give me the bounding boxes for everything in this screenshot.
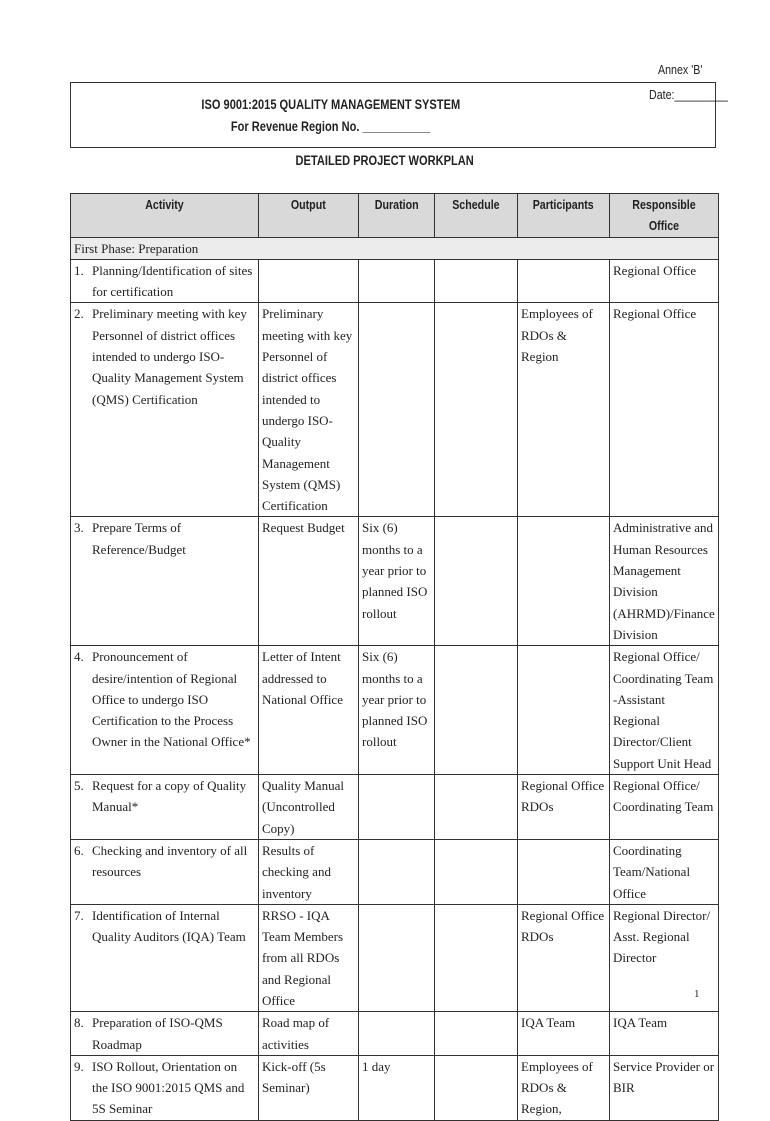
row-number: 6. — [74, 842, 84, 858]
participants-cell — [518, 839, 610, 904]
activity-text: Prepare Terms of Reference/Budget — [92, 520, 186, 557]
responsible-office-cell: Regional Office — [610, 303, 719, 517]
output-cell: Letter of Intent addressed to National Office — [259, 646, 359, 775]
row-number: 2. — [74, 306, 84, 322]
activity-cell — [71, 904, 259, 1011]
table-header-row — [71, 194, 719, 238]
responsible-office-cell: Coordinating Team/National Office — [610, 839, 719, 904]
participants-cell: IQA Team — [518, 1012, 610, 1056]
activity-text: Pronouncement of desire/intention of Regional Office to undergo ISO Certification to the Process Owner in the National Office* — [92, 649, 251, 750]
activity-cell — [71, 259, 259, 303]
responsible-office-cell: Regional Office/ Coordinating Team -Assistant Regional Director/Client Support Unit Head — [610, 646, 719, 775]
output-cell: Kick-off (5s Seminar) — [259, 1055, 359, 1120]
header-schedule: Schedule — [435, 194, 518, 238]
participants-cell — [518, 517, 610, 646]
header-output: Output — [259, 194, 359, 238]
activity-cell — [71, 646, 259, 775]
phase-row — [71, 237, 719, 259]
responsible-office-cell: Regional Office — [610, 259, 719, 303]
duration-cell: 1 day — [359, 1055, 435, 1120]
activity-cell — [71, 517, 259, 646]
participants-cell: Employees of RDOs & Region — [518, 303, 610, 517]
duration-cell: Six (6) months to a year prior to planned ISO rollout — [359, 517, 435, 646]
duration-cell — [359, 839, 435, 904]
document-title: ISO 9001:2015 QUALITY MANAGEMENT SYSTEM — [201, 97, 461, 112]
duration-cell — [359, 259, 435, 303]
output-cell: Request Budget — [259, 517, 359, 646]
table-row — [71, 904, 719, 1011]
annex-label: Annex 'B' — [658, 62, 703, 77]
activity-cell — [71, 775, 259, 840]
schedule-cell — [435, 904, 518, 1011]
duration-cell: Six (6) months to a year prior to planned ISO rollout — [359, 646, 435, 775]
activity-text: Preparation of ISO-QMS Roadmap — [92, 1015, 223, 1052]
schedule-cell — [435, 839, 518, 904]
header-activity: Activity — [71, 194, 259, 238]
activity-text: Request for a copy of Quality Manual* — [92, 778, 247, 815]
participants-cell — [518, 646, 610, 775]
schedule-cell — [435, 259, 518, 303]
output-cell: Quality Manual (Uncontrolled Copy) — [259, 775, 359, 840]
table-row — [71, 646, 719, 775]
table-row — [71, 839, 719, 904]
table-row — [71, 775, 719, 840]
activity-text: Preliminary meeting with key Personnel of district offices intended to undergo ISO-Quality Management System (QMS) Certification — [92, 306, 247, 407]
schedule-cell — [435, 775, 518, 840]
schedule-cell — [435, 303, 518, 517]
schedule-cell — [435, 1012, 518, 1056]
row-number: 5. — [74, 778, 84, 794]
document-header — [70, 82, 728, 148]
duration-cell — [359, 303, 435, 517]
region-line: For Revenue Region No. ___________ — [231, 119, 431, 134]
activity-cell — [71, 1055, 259, 1120]
table-row — [71, 1055, 719, 1120]
responsible-office-cell: IQA Team — [610, 1012, 719, 1056]
participants-cell: Regional Office RDOs — [518, 775, 610, 840]
responsible-office-cell: Service Provider or BIR — [610, 1055, 719, 1120]
date-field: Date:_________ — [649, 87, 728, 102]
row-number: 4. — [74, 649, 84, 665]
phase-label: First Phase: Preparation — [71, 237, 719, 259]
participants-cell: Employees of RDOs & Region, — [518, 1055, 610, 1120]
output-cell — [259, 259, 359, 303]
activity-text: Checking and inventory of all resources — [92, 842, 248, 880]
workplan-table — [70, 193, 719, 1121]
workplan-title: DETAILED PROJECT WORKPLAN — [295, 153, 475, 168]
table-row — [71, 259, 719, 303]
row-number: 7. — [74, 907, 84, 923]
schedule-cell — [435, 1055, 518, 1120]
schedule-cell — [435, 517, 518, 646]
activity-cell — [71, 303, 259, 517]
output-cell: Road map of activities — [259, 1012, 359, 1056]
output-cell: RRSO - IQA Team Members from all RDOs and Regional Office — [259, 904, 359, 1011]
activity-text: Identification of Internal Quality Auditors (IQA) Team — [92, 907, 246, 945]
participants-cell — [518, 259, 610, 303]
activity-cell — [71, 839, 259, 904]
participants-cell: Regional Office RDOs — [518, 904, 610, 1011]
activity-cell — [71, 1012, 259, 1056]
header-duration: Duration — [359, 194, 435, 238]
header-responsible-office: Responsible Office — [610, 194, 719, 238]
responsible-office-cell: Administrative and Human Resources Management Division (AHRMD)/Finance Division — [610, 517, 719, 646]
page-number: 1 — [694, 988, 700, 1000]
duration-cell — [359, 775, 435, 840]
row-number: 9. — [74, 1058, 84, 1074]
schedule-cell — [435, 646, 518, 775]
duration-cell — [359, 1012, 435, 1056]
table-row — [71, 1012, 719, 1056]
output-cell: Preliminary meeting with key Personnel of district offices intended to undergo ISO-Quality Management System (QMS) Certification — [259, 303, 359, 517]
table-row — [71, 517, 719, 646]
activity-text: Planning/Identification of sites for certification — [92, 262, 253, 300]
duration-cell — [359, 904, 435, 1011]
header-participants: Participants — [518, 194, 610, 238]
responsible-office-cell: Regional Office/ Coordinating Team — [610, 775, 719, 840]
row-number: 8. — [74, 1015, 84, 1031]
responsible-office-cell: Regional Director/ Asst. Regional Director — [610, 904, 719, 1011]
row-number: 1. — [74, 262, 84, 278]
activity-text: ISO Rollout, Orientation on the ISO 9001:2015 QMS and 5S Seminar — [92, 1058, 245, 1117]
table-row — [71, 303, 719, 517]
row-number: 3. — [74, 520, 84, 536]
output-cell: Results of checking and inventory — [259, 839, 359, 904]
